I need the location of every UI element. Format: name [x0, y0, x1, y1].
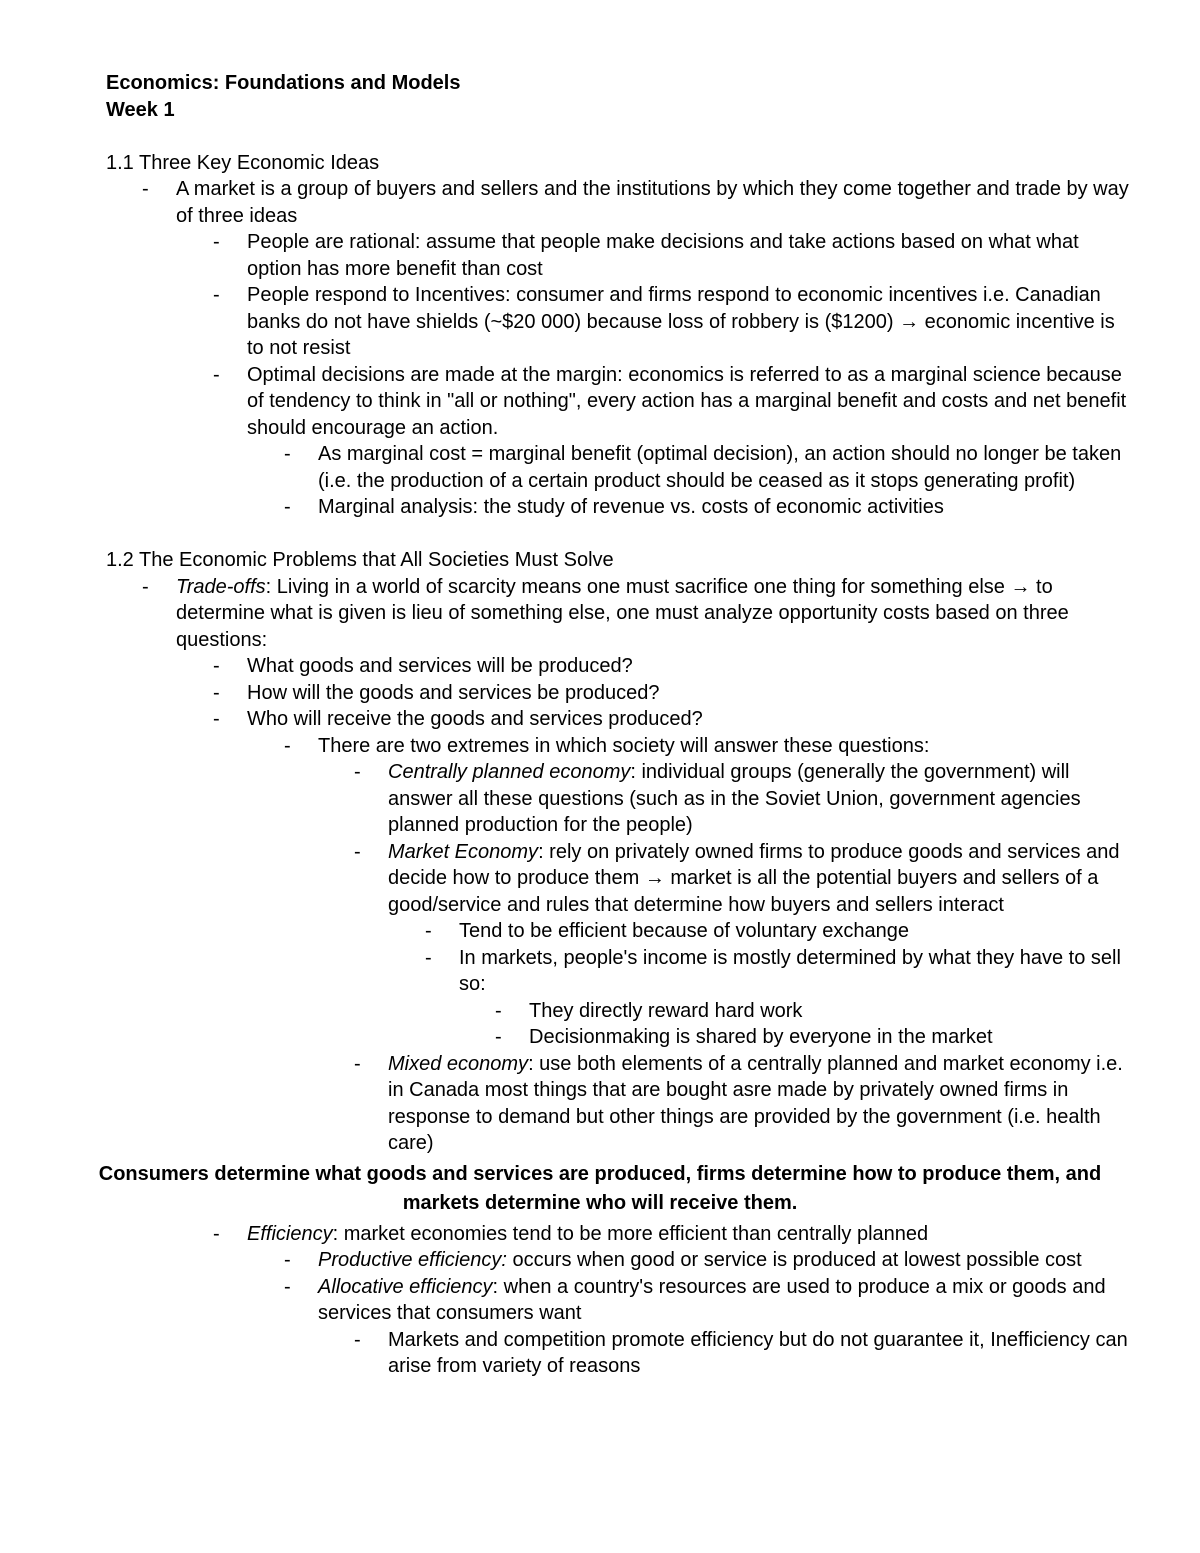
dash: -: [213, 231, 220, 253]
term: Efficiency: [247, 1222, 333, 1245]
term: Market Economy: [388, 840, 539, 863]
bullet-efficient: [106, 918, 1130, 945]
bullet-text: : rely on privately owned firms to produce goods and services and decide how to produce them → market is all the potential buyers and sellers of a good/service and rules that determine how buyers and sellers interact: [388, 840, 1120, 916]
dash: -: [495, 999, 502, 1022]
spacer: [106, 521, 1130, 548]
bullet-market-economy: [106, 839, 1130, 919]
spacer: [106, 123, 1130, 150]
section-1-heading: 1.1 Three Key Economic Ideas: [106, 151, 380, 174]
doc-week: Week 1: [106, 98, 175, 121]
bullet-market: [106, 176, 1130, 229]
dash: -: [213, 681, 220, 704]
bullet-text: occurs when good or service is produced at lowest possible cost: [506, 1249, 1082, 1271]
bullet-text: A market is a group of buyers and sellers and the institutions by which they come together and trade by way of three ideas: [176, 178, 1129, 227]
bullet-text: People respond to Incentives: consumer and firms respond to economic incentives i.e. Canadian banks do not have shields (~$20 000) because loss of robbery is ($1200) → economic incentive is to not resist: [247, 284, 1115, 359]
dash: -: [213, 1222, 220, 1245]
dash: -: [213, 284, 220, 306]
dash: -: [425, 946, 432, 969]
dash: -: [354, 840, 361, 863]
bullet-text: : when a country's resources are used to produce a mix or goods and services that consumers want: [318, 1275, 1106, 1324]
bullet-text: Optimal decisions are made at the margin: economics is referred to as a marginal science because of tendency to think in "all or nothing", every action has a marginal benefit and costs and net benefit should encourage an action.: [247, 363, 1127, 439]
dash: -: [142, 178, 149, 200]
dash: -: [284, 1275, 291, 1298]
section-2-heading: 1.2 The Economic Problems that All Societies Must Solve: [106, 549, 614, 571]
bullet-mc-mb: [106, 441, 1130, 494]
dash: -: [213, 655, 220, 677]
summary-statement: Consumers determine what goods and services are produced, firms determine how to produce them, and markets determine who will receive them.: [98, 1162, 1102, 1214]
bullet-text: As marginal cost = marginal benefit (optimal decision), an action should no longer be taken (i.e. the production of a certain product should be ceased as it stops generating profit): [318, 443, 1122, 492]
bullet-text: Who will receive the goods and services produced?: [247, 708, 703, 730]
dash: -: [284, 443, 291, 465]
bullet-text: Markets and competition promote efficiency but do not guarantee it, Inefficiency can arise from variety of reasons: [388, 1328, 1128, 1377]
bullet-text: Tend to be efficient because of voluntary exchange: [459, 920, 909, 942]
dash: -: [142, 575, 149, 598]
bullet-allocative: [106, 1274, 1130, 1327]
bullet-text: They directly reward hard work: [529, 999, 803, 1022]
term: Trade-offs: [176, 575, 266, 598]
term: Productive efficiency:: [318, 1249, 507, 1271]
bullet-text: : individual groups (generally the government) will answer all these questions (such as in the Soviet Union, government agencies planned production for the people): [388, 761, 1081, 836]
bullet-q3: [106, 706, 1130, 733]
bullet-extremes: [106, 733, 1130, 760]
term: Allocative efficiency: [318, 1275, 493, 1298]
dash: -: [354, 1052, 361, 1075]
term: Centrally planned economy: [388, 761, 631, 783]
bullet-mixed: [106, 1051, 1130, 1157]
bullet-text: : Living in a world of scarcity means one must sacrifice one thing for something else → to determine what is given is lieu of something else, one must analyze opportunity costs based on three questions:: [176, 575, 1069, 651]
bullet-competition: [106, 1327, 1130, 1380]
dash: -: [354, 1328, 361, 1351]
bullet-decision: [106, 1024, 1130, 1051]
bullet-text: People are rational: assume that people make decisions and take actions based on what what option has more benefit than cost: [247, 231, 1079, 280]
dash: -: [284, 1249, 291, 1271]
bullet-productive: [106, 1247, 1130, 1274]
dash: -: [495, 1026, 502, 1048]
dash: -: [213, 363, 220, 386]
bullet-text: Marginal analysis: the study of revenue vs. costs of economic activities: [318, 496, 944, 518]
bullet-efficiency: [106, 1221, 1130, 1248]
doc-title: Economics: Foundations and Models: [106, 72, 461, 94]
bullet-rational: [106, 229, 1130, 282]
bullet-text: What goods and services will be produced?: [247, 655, 633, 677]
bullet-income: [106, 945, 1130, 998]
dash: -: [213, 708, 220, 730]
bullet-incentives: [106, 282, 1130, 362]
bullet-planned: [106, 759, 1130, 839]
bullet-analysis: [106, 494, 1130, 521]
bullet-q1: [106, 653, 1130, 680]
dash: -: [354, 761, 361, 783]
bullet-q2: [106, 680, 1130, 707]
dash: -: [284, 496, 291, 518]
bullet-text: : market economies tend to be more efficient than centrally planned: [332, 1222, 929, 1245]
bullet-text: : use both elements of a centrally planned and market economy i.e. in Canada most things that are bought asre made by privately owned firms in response to demand but other things are provided by the government (i.e. health care): [388, 1052, 1123, 1154]
bullet-text: How will the goods and services be produced?: [247, 681, 660, 704]
bullet-text: Decisionmaking is shared by everyone in the market: [529, 1026, 993, 1048]
bullet-reward: [106, 998, 1130, 1025]
bullet-text: There are two extremes in which society will answer these questions:: [318, 734, 930, 757]
term: Mixed economy: [388, 1052, 529, 1075]
dash: -: [284, 734, 291, 757]
bullet-tradeoffs: [106, 574, 1130, 654]
bullet-text: In markets, people's income is mostly determined by what they have to sell so:: [459, 946, 1121, 995]
dash: -: [425, 920, 432, 942]
bullet-margin: [106, 362, 1130, 442]
